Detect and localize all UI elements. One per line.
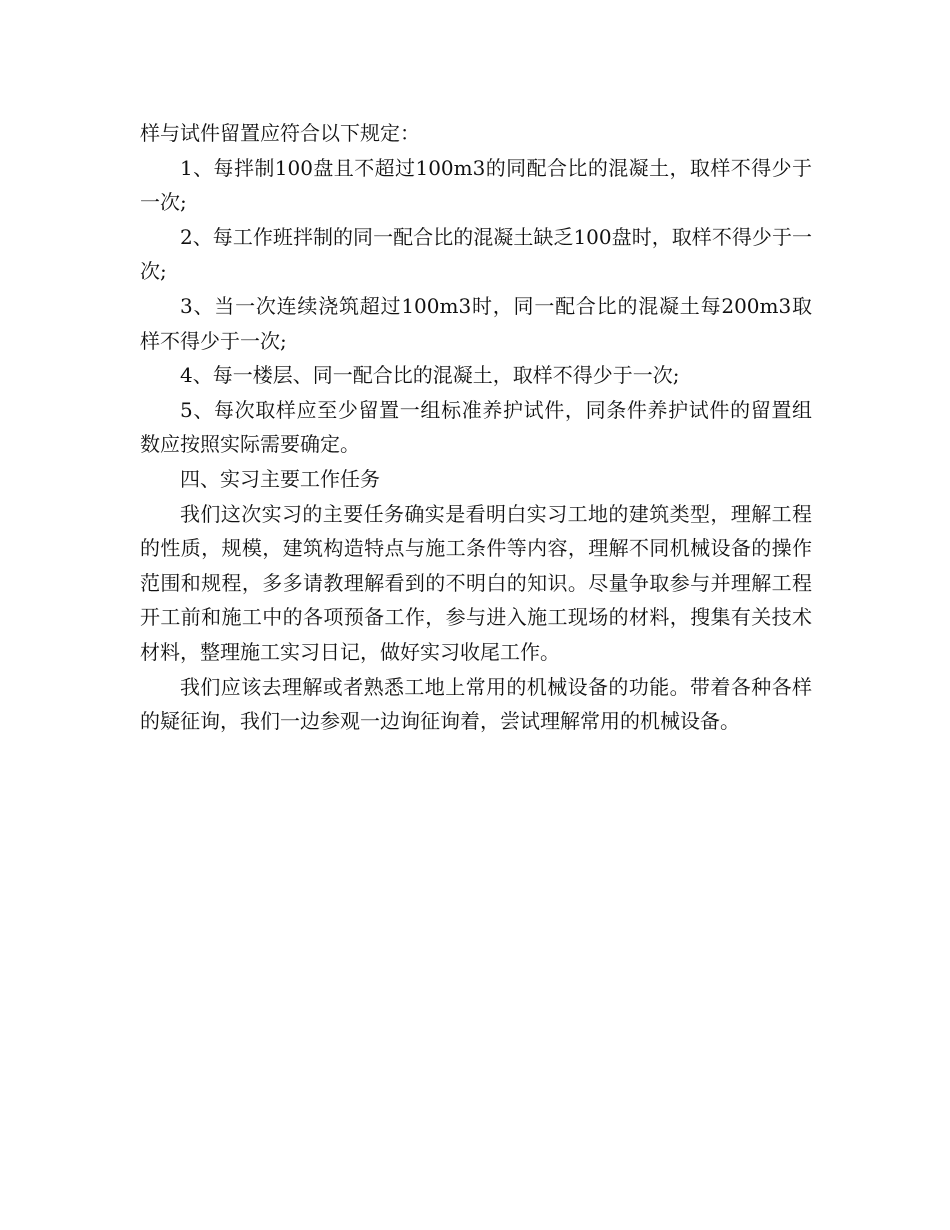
list-item-rule-1: 1、每拌制100盘且不超过100m3的同配合比的混凝土，取样不得少于一次; (140, 155, 812, 215)
paragraph-continuation: 样与试件留置应符合以下规定： (140, 121, 420, 145)
section-heading: 四、实习主要工作任务 (180, 466, 380, 491)
list-item-rule-2: 2、每工作班拌制的同一配合比的混凝土缺乏100盘时，取样不得少于一次; (140, 224, 812, 284)
body-paragraph-equipment: 我们应该去理解或者熟悉工地上常用的机械设备的功能。带着各种各样的疑征询，我们一边参观一边询征询着，尝试理解常用的机械设备。 (140, 674, 812, 734)
body-paragraph-tasks: 我们这次实习的主要任务确实是看明白实习工地的建筑类型，理解工程的性质，规模，建筑构造特点与施工条件等内容，理解不同机械设备的操作范围和规程，多多请教理解看到的不明白的知识。尽量争取参与并理解工程开工前和施工中的各项预备工作，参与进入施工现场的材料，搜集有关技术材料，整理施工实习日记，做好实习收尾工作。 (140, 501, 812, 664)
document-body (140, 116, 812, 739)
list-item-rule-5: 5、每次取样应至少留置一组标准养护试件，同条件养护试件的留置组数应按照实际需要确定。 (140, 397, 812, 457)
list-item-rule-4: 4、每一楼层、同一配合比的混凝土，取样不得少于一次; (180, 363, 680, 388)
list-item-rule-3: 3、当一次连续浇筑超过100m3时，同一配合比的混凝土每200m3取样不得少于一次; (140, 293, 812, 353)
